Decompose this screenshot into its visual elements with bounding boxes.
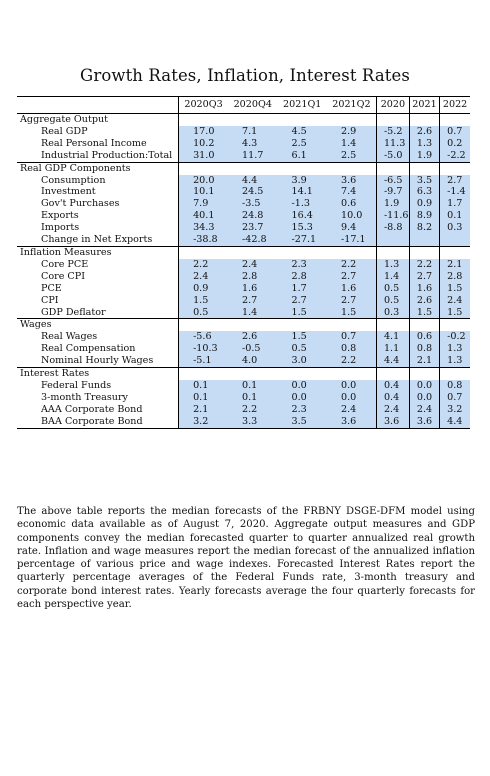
value-cell: 11.7 <box>228 150 277 162</box>
value-cell: 34.3 <box>179 222 228 234</box>
section-header-row <box>17 246 470 258</box>
value-cell: 1.7 <box>278 283 327 295</box>
value-cell: -2.2 <box>440 150 470 162</box>
value-cell: 23.7 <box>228 222 277 234</box>
value-cell: 1.7 <box>440 198 470 210</box>
value-cell: 7.9 <box>179 198 228 210</box>
value-cell: 2.1 <box>440 259 470 271</box>
section-spacer-cell <box>278 368 327 380</box>
value-cell: 2.5 <box>327 150 376 162</box>
value-cell: 0.6 <box>327 198 376 210</box>
table-row <box>17 404 470 416</box>
value-cell: 2.5 <box>278 138 327 150</box>
value-cell: 2.4 <box>179 271 228 283</box>
value-cell <box>409 234 439 246</box>
section-spacer-cell <box>376 114 409 126</box>
section-title: Real GDP Components <box>17 162 179 174</box>
value-cell: 0.1 <box>440 210 470 222</box>
section-spacer-cell <box>440 162 470 174</box>
value-cell: -11.6 <box>376 210 409 222</box>
value-cell: -5.0 <box>376 150 409 162</box>
value-cell: 9.4 <box>327 222 376 234</box>
section-title: Wages <box>17 319 179 331</box>
value-cell: 8.2 <box>409 222 439 234</box>
table-row <box>17 259 470 271</box>
value-cell: 0.5 <box>278 343 327 355</box>
value-cell: 7.1 <box>228 126 277 138</box>
value-cell: 7.4 <box>327 186 376 198</box>
value-cell: 15.3 <box>278 222 327 234</box>
value-cell: 16.4 <box>278 210 327 222</box>
value-cell: 0.8 <box>440 380 470 392</box>
row-label: CPI <box>17 295 179 307</box>
section-spacer-cell <box>327 368 376 380</box>
value-cell: 0.5 <box>376 295 409 307</box>
row-label: Consumption <box>17 175 179 187</box>
section-spacer-cell <box>376 368 409 380</box>
value-cell: 3.5 <box>409 175 439 187</box>
value-cell: 3.6 <box>409 416 439 428</box>
value-cell: 0.2 <box>440 138 470 150</box>
value-cell: 3.6 <box>327 175 376 187</box>
table-row <box>17 234 470 246</box>
section-spacer-cell <box>440 246 470 258</box>
value-cell: -42.8 <box>228 234 277 246</box>
value-cell: 2.4 <box>327 404 376 416</box>
value-cell: -27.1 <box>278 234 327 246</box>
value-cell: 1.9 <box>376 198 409 210</box>
section-spacer-cell <box>409 114 439 126</box>
section-spacer-cell <box>409 319 439 331</box>
table-header-row <box>17 97 470 114</box>
table-row <box>17 222 470 234</box>
column-header: 2021 <box>409 97 439 114</box>
value-cell: 4.5 <box>278 126 327 138</box>
value-cell: 2.3 <box>278 404 327 416</box>
section-spacer-cell <box>228 246 277 258</box>
value-cell: 40.1 <box>179 210 228 222</box>
row-label: 3-month Treasury <box>17 392 179 404</box>
value-cell: 3.0 <box>278 355 327 367</box>
value-cell: 0.3 <box>440 222 470 234</box>
value-cell: 0.8 <box>327 343 376 355</box>
section-spacer-cell <box>376 246 409 258</box>
column-header: 2020Q3 <box>179 97 228 114</box>
value-cell: 0.7 <box>440 126 470 138</box>
value-cell: 2.4 <box>376 404 409 416</box>
value-cell: -0.5 <box>228 343 277 355</box>
section-title: Interest Rates <box>17 368 179 380</box>
value-cell: -8.8 <box>376 222 409 234</box>
row-label: AAA Corporate Bond <box>17 404 179 416</box>
value-cell: 0.0 <box>327 392 376 404</box>
table-row <box>17 331 470 343</box>
section-spacer-cell <box>278 162 327 174</box>
value-cell: 11.3 <box>376 138 409 150</box>
value-cell: 1.4 <box>228 307 277 319</box>
value-cell: -10.3 <box>179 343 228 355</box>
row-label: BAA Corporate Bond <box>17 416 179 428</box>
value-cell: 2.4 <box>440 295 470 307</box>
value-cell: 3.6 <box>376 416 409 428</box>
value-cell: 31.0 <box>179 150 228 162</box>
value-cell: 1.5 <box>179 295 228 307</box>
value-cell: 6.3 <box>409 186 439 198</box>
row-label: PCE <box>17 283 179 295</box>
value-cell: 2.7 <box>327 271 376 283</box>
section-spacer-cell <box>278 319 327 331</box>
value-cell: 2.8 <box>228 271 277 283</box>
value-cell: 0.4 <box>376 392 409 404</box>
value-cell: 3.3 <box>228 416 277 428</box>
row-label: Real Personal Income <box>17 138 179 150</box>
value-cell: 4.0 <box>228 355 277 367</box>
value-cell <box>376 234 409 246</box>
value-cell: 4.1 <box>376 331 409 343</box>
value-cell: 1.5 <box>440 307 470 319</box>
value-cell: 1.5 <box>278 331 327 343</box>
value-cell: 0.9 <box>409 198 439 210</box>
section-spacer-cell <box>409 162 439 174</box>
value-cell: 4.3 <box>228 138 277 150</box>
value-cell: 0.0 <box>409 380 439 392</box>
row-label: Change in Net Exports <box>17 234 179 246</box>
value-cell: 1.4 <box>376 271 409 283</box>
forecast-table <box>17 96 470 429</box>
value-cell: 2.4 <box>228 259 277 271</box>
value-cell: 0.9 <box>179 283 228 295</box>
value-cell: 4.4 <box>228 175 277 187</box>
value-cell: 20.0 <box>179 175 228 187</box>
value-cell: 0.0 <box>278 380 327 392</box>
value-cell: 3.5 <box>278 416 327 428</box>
value-cell: 0.5 <box>179 307 228 319</box>
value-cell: 14.1 <box>278 186 327 198</box>
section-spacer-cell <box>327 319 376 331</box>
value-cell: 2.3 <box>278 259 327 271</box>
value-cell: 1.3 <box>440 343 470 355</box>
section-title: Inflation Measures <box>17 246 179 258</box>
table-row <box>17 126 470 138</box>
row-label: Real GDP <box>17 126 179 138</box>
section-spacer-cell <box>179 162 228 174</box>
value-cell: 2.7 <box>409 271 439 283</box>
value-cell: 10.1 <box>179 186 228 198</box>
section-header-row <box>17 368 470 380</box>
row-label: Industrial Production:Total <box>17 150 179 162</box>
page-title: Growth Rates, Inflation, Interest Rates <box>80 66 410 85</box>
row-label: Core PCE <box>17 259 179 271</box>
value-cell: 8.9 <box>409 210 439 222</box>
value-cell: 0.1 <box>228 380 277 392</box>
section-spacer-cell <box>228 162 277 174</box>
value-cell: -3.5 <box>228 198 277 210</box>
row-label: Real Compensation <box>17 343 179 355</box>
section-spacer-cell <box>376 162 409 174</box>
value-cell: 0.1 <box>179 380 228 392</box>
value-cell: 10.2 <box>179 138 228 150</box>
value-cell: 0.6 <box>409 331 439 343</box>
section-spacer-cell <box>278 246 327 258</box>
value-cell: 2.6 <box>409 295 439 307</box>
value-cell: 0.1 <box>228 392 277 404</box>
value-cell: 0.3 <box>376 307 409 319</box>
value-cell: 2.2 <box>409 259 439 271</box>
value-cell: 2.2 <box>179 259 228 271</box>
value-cell: -17.1 <box>327 234 376 246</box>
value-cell: -6.5 <box>376 175 409 187</box>
table-row <box>17 392 470 404</box>
value-cell: 2.2 <box>228 404 277 416</box>
value-cell: 3.2 <box>440 404 470 416</box>
value-cell: 1.5 <box>440 283 470 295</box>
value-cell: -0.2 <box>440 331 470 343</box>
value-cell: -9.7 <box>376 186 409 198</box>
value-cell: 2.2 <box>327 259 376 271</box>
table-row <box>17 175 470 187</box>
row-label: Imports <box>17 222 179 234</box>
section-spacer-cell <box>409 368 439 380</box>
table-row <box>17 138 470 150</box>
value-cell: 2.8 <box>440 271 470 283</box>
column-header: 2020Q4 <box>228 97 277 114</box>
value-cell: 0.1 <box>179 392 228 404</box>
value-cell: 3.6 <box>327 416 376 428</box>
table-row <box>17 150 470 162</box>
value-cell <box>440 234 470 246</box>
section-spacer-cell <box>179 368 228 380</box>
value-cell: 0.8 <box>409 343 439 355</box>
section-title: Aggregate Output <box>17 114 179 126</box>
value-cell: 0.0 <box>409 392 439 404</box>
value-cell: 3.9 <box>278 175 327 187</box>
value-cell: 0.7 <box>440 392 470 404</box>
section-spacer-cell <box>440 368 470 380</box>
table-row <box>17 283 470 295</box>
section-spacer-cell <box>440 319 470 331</box>
section-spacer-cell <box>228 114 277 126</box>
column-header: 2020 <box>376 97 409 114</box>
value-cell: 4.4 <box>376 355 409 367</box>
section-spacer-cell <box>179 319 228 331</box>
value-cell: 4.4 <box>440 416 470 428</box>
value-cell: -5.2 <box>376 126 409 138</box>
section-spacer-cell <box>327 246 376 258</box>
row-label: Nominal Hourly Wages <box>17 355 179 367</box>
section-spacer-cell <box>179 114 228 126</box>
value-cell: 1.5 <box>409 307 439 319</box>
value-cell: 1.6 <box>327 283 376 295</box>
table-row <box>17 210 470 222</box>
table-row <box>17 416 470 428</box>
column-header: 2021Q1 <box>278 97 327 114</box>
value-cell: -5.6 <box>179 331 228 343</box>
section-spacer-cell <box>228 368 277 380</box>
table-note: The above table reports the median forecasts of the FRBNY DSGE-DFM model using economic data available as of August 7, 2020. Aggregate output measures and GDP components convey the median forecasted quarter to quarter annualized real growth rate. Inflation and wage measures report the median forecast of the annualized inflation percentage of various price and wage indexes. Forecasted Interest Rates report the quarterly percentage averages of the Federal Funds rate, 3-month treasury and corporate bond interest rates. Yearly forecasts average the four quarterly forecasts for each perspective year. <box>17 506 475 611</box>
row-label: Core CPI <box>17 271 179 283</box>
value-cell: -5.1 <box>179 355 228 367</box>
value-cell: 2.6 <box>409 126 439 138</box>
value-cell: 2.8 <box>278 271 327 283</box>
section-spacer-cell <box>327 114 376 126</box>
value-cell: 1.9 <box>409 150 439 162</box>
value-cell: 0.5 <box>376 283 409 295</box>
table-row <box>17 271 470 283</box>
table-row <box>17 343 470 355</box>
table-row <box>17 295 470 307</box>
value-cell: 2.1 <box>409 355 439 367</box>
section-spacer-cell <box>409 246 439 258</box>
value-cell: 0.7 <box>327 331 376 343</box>
value-cell: 1.5 <box>278 307 327 319</box>
value-cell: 2.1 <box>179 404 228 416</box>
table-row <box>17 198 470 210</box>
section-spacer-cell <box>228 319 277 331</box>
value-cell: 1.6 <box>228 283 277 295</box>
header-label-cell <box>17 97 179 114</box>
value-cell: 1.4 <box>327 138 376 150</box>
value-cell: 10.0 <box>327 210 376 222</box>
value-cell: 2.7 <box>278 295 327 307</box>
value-cell: 2.6 <box>228 331 277 343</box>
section-header-row <box>17 114 470 126</box>
value-cell: 2.2 <box>327 355 376 367</box>
value-cell: 0.0 <box>327 380 376 392</box>
row-label: GDP Deflator <box>17 307 179 319</box>
section-spacer-cell <box>179 246 228 258</box>
row-label: Exports <box>17 210 179 222</box>
value-cell: 24.5 <box>228 186 277 198</box>
value-cell: -38.8 <box>179 234 228 246</box>
value-cell: 2.7 <box>228 295 277 307</box>
value-cell: 0.4 <box>376 380 409 392</box>
table-row <box>17 355 470 367</box>
value-cell: 1.3 <box>376 259 409 271</box>
value-cell: 17.0 <box>179 126 228 138</box>
section-spacer-cell <box>327 162 376 174</box>
forecast-table-body <box>17 97 470 429</box>
section-header-row <box>17 162 470 174</box>
value-cell: 1.5 <box>327 307 376 319</box>
section-spacer-cell <box>440 114 470 126</box>
section-header-row <box>17 319 470 331</box>
value-cell: -1.3 <box>278 198 327 210</box>
value-cell: 2.7 <box>327 295 376 307</box>
value-cell: 1.1 <box>376 343 409 355</box>
value-cell: 6.1 <box>278 150 327 162</box>
value-cell: 2.9 <box>327 126 376 138</box>
section-spacer-cell <box>376 319 409 331</box>
value-cell: 0.0 <box>278 392 327 404</box>
column-header: 2022 <box>440 97 470 114</box>
value-cell: 1.6 <box>409 283 439 295</box>
value-cell: 3.2 <box>179 416 228 428</box>
table-row <box>17 307 470 319</box>
value-cell: 1.3 <box>409 138 439 150</box>
section-spacer-cell <box>278 114 327 126</box>
table-row <box>17 186 470 198</box>
row-label: Federal Funds <box>17 380 179 392</box>
row-label: Real Wages <box>17 331 179 343</box>
row-label: Investment <box>17 186 179 198</box>
row-label: Gov't Purchases <box>17 198 179 210</box>
table-row <box>17 380 470 392</box>
value-cell: -1.4 <box>440 186 470 198</box>
value-cell: 24.8 <box>228 210 277 222</box>
value-cell: 2.4 <box>409 404 439 416</box>
column-header: 2021Q2 <box>327 97 376 114</box>
value-cell: 1.3 <box>440 355 470 367</box>
value-cell: 2.7 <box>440 175 470 187</box>
